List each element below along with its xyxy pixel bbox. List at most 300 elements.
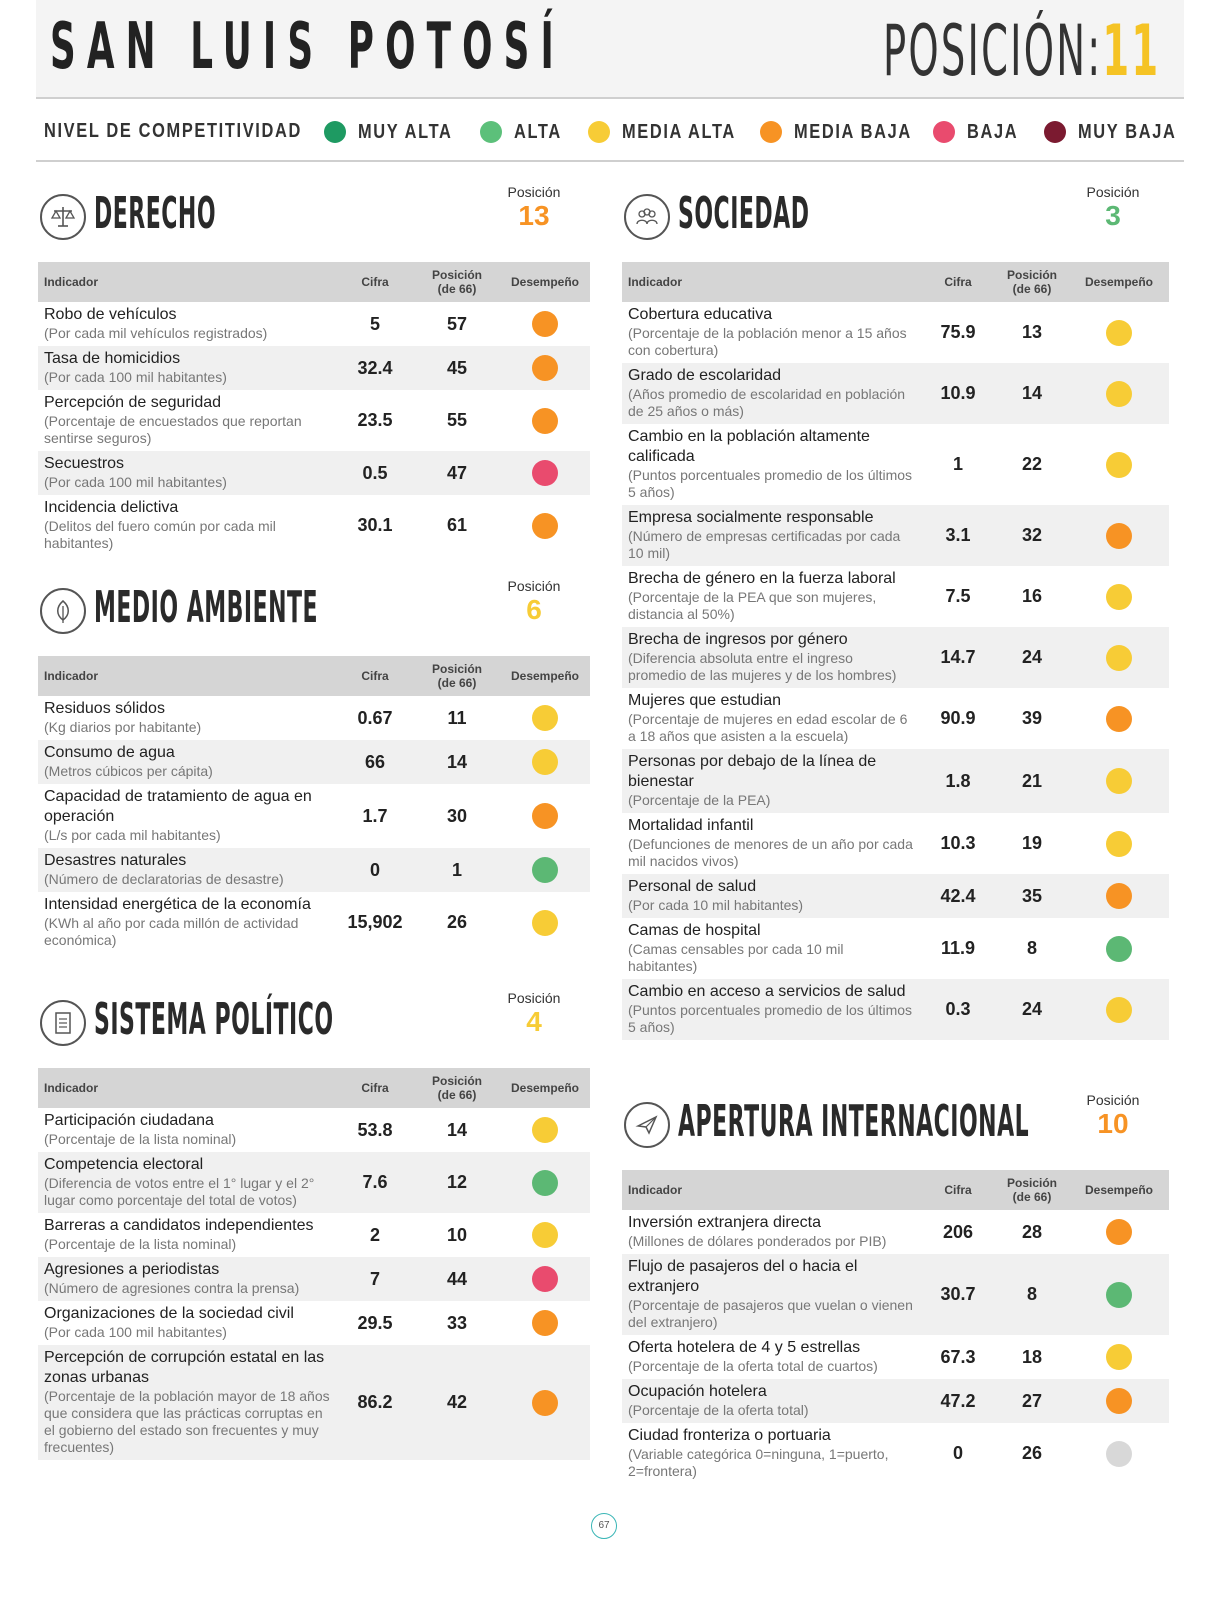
section-position-label: Posición xyxy=(507,184,561,200)
table-row xyxy=(622,363,1169,424)
indicator-description: (Número de declaratorias de desastre) xyxy=(44,871,284,887)
performance-indicator xyxy=(1106,584,1132,610)
indicator-name: Brecha de género en la fuerza laboral xyxy=(628,570,896,587)
cifra-value: 67.3 xyxy=(921,1335,995,1379)
indicator-description: (Diferencia de votos entre el 1° lugar y el 2° lugar como porcentaje del total de votos) xyxy=(44,1175,315,1208)
legend-label: MUY ALTA xyxy=(358,120,453,143)
column-header-cifra: Cifra xyxy=(921,262,995,302)
section-title: SISTEMA POLÍTICO xyxy=(94,994,334,1045)
table-row xyxy=(38,1257,590,1301)
section-header xyxy=(38,580,590,656)
section-header xyxy=(38,186,590,262)
table-row xyxy=(38,848,590,892)
table-row xyxy=(38,451,590,495)
indicator-name: Cobertura educativa xyxy=(628,306,773,323)
indicator-name: Secuestros xyxy=(44,455,125,472)
position-value: 14 xyxy=(414,740,500,784)
cifra-value: 1 xyxy=(921,424,995,505)
indicator-cell xyxy=(622,302,921,363)
indicator-description: (Por cada 100 mil habitantes) xyxy=(44,474,227,490)
position-value: 18 xyxy=(995,1335,1069,1379)
cifra-value: 1.7 xyxy=(336,784,414,848)
performance-cell xyxy=(500,1257,590,1301)
legend-label: ALTA xyxy=(514,120,562,143)
column-header-indicator: Indicador xyxy=(38,262,336,302)
table-row xyxy=(622,1335,1169,1379)
column-header-cifra: Cifra xyxy=(921,1170,995,1210)
performance-cell xyxy=(500,390,590,451)
indicator-cell xyxy=(38,784,336,848)
indicator-cell xyxy=(38,451,336,495)
performance-indicator xyxy=(532,1117,558,1143)
section-position xyxy=(1073,184,1153,232)
indicator-cell xyxy=(622,874,921,918)
cifra-value: 1.8 xyxy=(921,749,995,813)
indicator-description: (L/s por cada mil habitantes) xyxy=(44,827,221,843)
indicator-name: Organizaciones de la sociedad civil xyxy=(44,1305,294,1322)
performance-cell xyxy=(1069,688,1169,749)
position-value: 10 xyxy=(414,1213,500,1257)
indicator-cell xyxy=(622,1210,921,1254)
performance-indicator xyxy=(1106,320,1132,346)
indicator-description: (Porcentaje de mujeres en edad escolar de 6 a 18 años que asisten a la escuela) xyxy=(628,711,908,744)
performance-cell xyxy=(1069,1379,1169,1423)
column-header-desempeno: Desempeño xyxy=(500,1068,590,1108)
position-value: 47 xyxy=(414,451,500,495)
legend-title: NIVEL DE COMPETITIVIDAD xyxy=(44,120,302,142)
state-title: SAN LUIS POTOSÍ xyxy=(50,10,565,84)
table-row xyxy=(38,1301,590,1345)
position-value: 27 xyxy=(995,1379,1069,1423)
performance-indicator xyxy=(532,1390,558,1416)
section-header xyxy=(622,186,1169,262)
position-value: 13 xyxy=(995,302,1069,363)
competitiveness-legend xyxy=(36,114,1184,162)
table-row xyxy=(622,979,1169,1040)
indicator-cell xyxy=(622,1335,921,1379)
indicator-cell xyxy=(38,1345,336,1460)
column-header-indicator: Indicador xyxy=(622,1170,921,1210)
performance-cell xyxy=(500,1152,590,1213)
performance-indicator xyxy=(1106,768,1132,794)
legend-item-baja xyxy=(933,120,1029,144)
performance-indicator xyxy=(532,408,558,434)
indicator-description: (Porcentaje de la oferta total de cuartos) xyxy=(628,1358,878,1374)
indicator-cell xyxy=(622,566,921,627)
indicator-cell xyxy=(622,688,921,749)
indicator-name: Robo de vehículos xyxy=(44,306,177,323)
column-header-posicion xyxy=(414,262,500,302)
performance-cell xyxy=(1069,1210,1169,1254)
table-row xyxy=(622,1423,1169,1484)
column-header-desempeno: Desempeño xyxy=(500,262,590,302)
column-header-indicator: Indicador xyxy=(622,262,921,302)
indicator-name: Agresiones a periodistas xyxy=(44,1261,220,1278)
legend-dot xyxy=(324,121,346,143)
performance-indicator xyxy=(532,1170,558,1196)
performance-cell xyxy=(500,892,590,953)
legend-label: MEDIA BAJA xyxy=(794,120,912,143)
cifra-value: 53.8 xyxy=(336,1108,414,1152)
legend-dot xyxy=(760,121,782,143)
performance-cell xyxy=(1069,979,1169,1040)
column-header-desempeno: Desempeño xyxy=(1069,262,1169,302)
position-value: 35 xyxy=(995,874,1069,918)
section-position-label: Posición xyxy=(1086,1092,1140,1108)
indicator-description: (Porcentaje de la oferta total) xyxy=(628,1402,809,1418)
table-row xyxy=(622,918,1169,979)
indicator-cell xyxy=(622,505,921,566)
indicator-description: (Porcentaje de la población mayor de 18 años que considera que las prácticas corruptas en el gobierno del estado son frecuentes y muy frecuentes) xyxy=(44,1388,330,1455)
table-row xyxy=(38,302,590,346)
section-header xyxy=(622,1094,1169,1170)
cifra-value: 5 xyxy=(336,302,414,346)
cifra-value: 90.9 xyxy=(921,688,995,749)
position-value: 26 xyxy=(995,1423,1069,1484)
performance-indicator xyxy=(532,1222,558,1248)
indicator-description: (Por cada 100 mil habitantes) xyxy=(44,369,227,385)
table-row xyxy=(38,1108,590,1152)
section-title: SOCIEDAD xyxy=(678,188,810,239)
cifra-value: 0.3 xyxy=(921,979,995,1040)
indicator-cell xyxy=(38,1108,336,1152)
indicator-name: Intensidad energética de la economía xyxy=(44,896,311,913)
cifra-value: 30.7 xyxy=(921,1254,995,1335)
indicator-cell xyxy=(622,363,921,424)
performance-cell xyxy=(500,346,590,390)
performance-indicator xyxy=(1106,645,1132,671)
table-header-row xyxy=(38,1068,590,1108)
page-header xyxy=(36,0,1184,99)
indicator-description: (KWh al año por cada millón de actividad económica) xyxy=(44,915,299,948)
legend-dot xyxy=(1044,121,1066,143)
leaf-icon xyxy=(40,588,86,634)
column-header-posicion-label: Posición xyxy=(1006,1176,1057,1190)
indicator-cell xyxy=(38,740,336,784)
performance-indicator xyxy=(1106,381,1132,407)
indicator-description: (Defunciones de menores de un año por cada mil nacidos vivos) xyxy=(628,836,913,869)
legend-label: BAJA xyxy=(967,120,1019,143)
legend-dot xyxy=(588,121,610,143)
section-derecho xyxy=(38,186,590,556)
position-value: 8 xyxy=(995,1254,1069,1335)
indicator-cell xyxy=(38,848,336,892)
performance-cell xyxy=(1069,813,1169,874)
indicator-description: (Diferencia absoluta entre el ingreso promedio de las mujeres y de los hombres) xyxy=(628,650,897,683)
indicator-description: (Número de empresas certificadas por cada 10 mil) xyxy=(628,528,901,561)
section-position-number: 4 xyxy=(526,1006,542,1037)
position-value: 24 xyxy=(995,627,1069,688)
indicator-name: Participación ciudadana xyxy=(44,1112,214,1129)
rank-label: POSICIÓN: xyxy=(882,10,1103,92)
column-header-desempeno: Desempeño xyxy=(1069,1170,1169,1210)
column-header-cifra: Cifra xyxy=(336,656,414,696)
indicator-name: Personas por debajo de la línea de bienestar xyxy=(628,753,877,790)
position-value: 42 xyxy=(414,1345,500,1460)
indicator-description: (Años promedio de escolaridad en población de 25 años o más) xyxy=(628,386,906,419)
indicator-name: Grado de escolaridad xyxy=(628,367,781,384)
position-value: 14 xyxy=(414,1108,500,1152)
indicator-name: Personal de salud xyxy=(628,878,757,895)
section-position xyxy=(494,184,574,232)
legend-item-media-alta xyxy=(588,120,761,144)
table-row xyxy=(622,627,1169,688)
section-header xyxy=(38,992,590,1068)
cifra-value: 7 xyxy=(336,1257,414,1301)
performance-indicator xyxy=(532,355,558,381)
position-value: 21 xyxy=(995,749,1069,813)
cifra-value: 23.5 xyxy=(336,390,414,451)
indicator-cell xyxy=(622,1423,921,1484)
table-row xyxy=(38,1213,590,1257)
cifra-value: 32.4 xyxy=(336,346,414,390)
performance-cell xyxy=(1069,627,1169,688)
cifra-value: 7.6 xyxy=(336,1152,414,1213)
table-header-row xyxy=(622,262,1169,302)
rank-number: 11 xyxy=(1102,10,1160,92)
column-header-posicion-label: Posición xyxy=(431,1074,482,1088)
indicator-name: Desastres naturales xyxy=(44,852,187,869)
indicator-name: Cambio en acceso a servicios de salud xyxy=(628,983,906,1000)
performance-cell xyxy=(500,1345,590,1460)
table-row xyxy=(622,688,1169,749)
performance-cell xyxy=(1069,749,1169,813)
cifra-value: 10.9 xyxy=(921,363,995,424)
legend-item-alta xyxy=(480,120,572,144)
indicator-name: Empresa socialmente responsable xyxy=(628,509,874,526)
section-position xyxy=(494,578,574,626)
indicator-description: (Variable categórica 0=ninguna, 1=puerto, 2=frontera) xyxy=(628,1446,889,1479)
indicator-description: (Número de agresiones contra la prensa) xyxy=(44,1280,300,1296)
performance-indicator xyxy=(1106,1441,1132,1467)
performance-cell xyxy=(1069,424,1169,505)
table-header-row xyxy=(622,1170,1169,1210)
performance-indicator xyxy=(1106,997,1132,1023)
table-row xyxy=(622,1210,1169,1254)
indicator-name: Capacidad de tratamiento de agua en operación xyxy=(44,788,312,825)
section-medio-ambiente xyxy=(38,580,590,953)
cifra-value: 29.5 xyxy=(336,1301,414,1345)
performance-cell xyxy=(1069,1423,1169,1484)
indicator-cell xyxy=(38,495,336,556)
performance-cell xyxy=(1069,1254,1169,1335)
column-header-posicion xyxy=(995,262,1069,302)
performance-indicator xyxy=(532,460,558,486)
page-number: 67 xyxy=(591,1513,617,1539)
table-row xyxy=(38,784,590,848)
performance-indicator xyxy=(1106,452,1132,478)
indicator-name: Flujo de pasajeros del o hacia el extranjero xyxy=(628,1258,858,1295)
position-value: 55 xyxy=(414,390,500,451)
position-value: 24 xyxy=(995,979,1069,1040)
indicator-cell xyxy=(38,346,336,390)
section-position xyxy=(494,990,574,1038)
table-row xyxy=(622,874,1169,918)
column-header-posicion xyxy=(995,1170,1069,1210)
performance-cell xyxy=(500,1301,590,1345)
section-apertura-internacional xyxy=(622,1094,1169,1484)
indicator-name: Tasa de homicidios xyxy=(44,350,181,367)
scale-icon xyxy=(40,194,86,240)
cifra-value: 206 xyxy=(921,1210,995,1254)
table-row xyxy=(38,346,590,390)
overall-rank xyxy=(883,10,1160,92)
indicator-cell xyxy=(622,979,921,1040)
performance-indicator xyxy=(532,857,558,883)
performance-indicator xyxy=(1106,1344,1132,1370)
performance-cell xyxy=(500,740,590,784)
section-position-label: Posición xyxy=(507,578,561,594)
section-sistema-politico xyxy=(38,992,590,1460)
position-value: 26 xyxy=(414,892,500,953)
indicator-cell xyxy=(38,1213,336,1257)
position-value: 16 xyxy=(995,566,1069,627)
section-position-label: Posición xyxy=(1086,184,1140,200)
table-row xyxy=(38,696,590,740)
document-icon xyxy=(40,1000,86,1046)
performance-indicator xyxy=(532,513,558,539)
indicator-description: (Puntos porcentuales promedio de los últimos 5 años) xyxy=(628,1002,913,1035)
position-value: 12 xyxy=(414,1152,500,1213)
legend-item-media-baja xyxy=(760,120,938,144)
column-header-posicion-label: Posición xyxy=(1006,268,1057,282)
indicator-cell xyxy=(38,1257,336,1301)
position-value: 39 xyxy=(995,688,1069,749)
cifra-value: 2 xyxy=(336,1213,414,1257)
legend-item-muy-baja xyxy=(1044,120,1198,144)
indicator-description: (Porcentaje de la población menor a 15 años con cobertura) xyxy=(628,325,907,358)
position-value: 45 xyxy=(414,346,500,390)
performance-indicator xyxy=(1106,706,1132,732)
indicator-name: Incidencia delictiva xyxy=(44,499,179,516)
table-row xyxy=(38,495,590,556)
indicator-description: (Porcentaje de la lista nominal) xyxy=(44,1131,237,1147)
section-position-number: 10 xyxy=(1097,1108,1129,1139)
section-title: DERECHO xyxy=(94,188,217,239)
indicator-description: (Porcentaje de la PEA) xyxy=(628,792,771,808)
indicator-cell xyxy=(38,302,336,346)
position-value: 57 xyxy=(414,302,500,346)
column-header-desempeno: Desempeño xyxy=(500,656,590,696)
cifra-value: 3.1 xyxy=(921,505,995,566)
column-header-posicion-sub: (de 66) xyxy=(437,282,477,296)
indicator-description: (Porcentaje de pasajeros que vuelan o vienen del extranjero) xyxy=(628,1297,913,1330)
cifra-value: 86.2 xyxy=(336,1345,414,1460)
indicator-name: Mujeres que estudian xyxy=(628,692,781,709)
performance-cell xyxy=(1069,505,1169,566)
indicator-name: Inversión extranjera directa xyxy=(628,1214,821,1231)
table-row xyxy=(38,1152,590,1213)
indicator-description: (Porcentaje de la lista nominal) xyxy=(44,1236,237,1252)
indicator-name: Ciudad fronteriza o portuaria xyxy=(628,1427,831,1444)
indicator-cell xyxy=(38,1152,336,1213)
section-title: MEDIO AMBIENTE xyxy=(94,582,319,633)
indicator-cell xyxy=(38,1301,336,1345)
cifra-value: 7.5 xyxy=(921,566,995,627)
position-value: 8 xyxy=(995,918,1069,979)
performance-indicator xyxy=(1106,883,1132,909)
position-value: 44 xyxy=(414,1257,500,1301)
indicator-name: Brecha de ingresos por género xyxy=(628,631,848,648)
indicator-name: Barreras a candidatos independientes xyxy=(44,1217,314,1234)
cifra-value: 0 xyxy=(921,1423,995,1484)
legend-dot xyxy=(933,121,955,143)
indicator-description: (Puntos porcentuales promedio de los últimos 5 años) xyxy=(628,467,913,500)
performance-cell xyxy=(500,495,590,556)
indicator-name: Cambio en la población altamente calificada xyxy=(628,428,870,465)
performance-cell xyxy=(500,1108,590,1152)
position-value: 32 xyxy=(995,505,1069,566)
performance-indicator xyxy=(1106,523,1132,549)
indicator-name: Mortalidad infantil xyxy=(628,817,754,834)
cifra-value: 75.9 xyxy=(921,302,995,363)
table-row xyxy=(622,302,1169,363)
cifra-value: 47.2 xyxy=(921,1379,995,1423)
indicator-description: (Por cada mil vehículos registrados) xyxy=(44,325,268,341)
indicator-table xyxy=(38,262,590,556)
indicator-name: Residuos sólidos xyxy=(44,700,165,717)
table-row xyxy=(622,749,1169,813)
legend-label: MEDIA ALTA xyxy=(622,120,736,143)
indicator-table xyxy=(622,262,1169,1040)
position-value: 11 xyxy=(414,696,500,740)
performance-cell xyxy=(1069,874,1169,918)
table-row xyxy=(38,740,590,784)
column-header-posicion-sub: (de 66) xyxy=(437,676,477,690)
column-header-posicion-sub: (de 66) xyxy=(437,1088,477,1102)
indicator-cell xyxy=(622,627,921,688)
performance-indicator xyxy=(532,705,558,731)
cifra-value: 0 xyxy=(336,848,414,892)
indicator-cell xyxy=(622,1254,921,1335)
legend-label: MUY BAJA xyxy=(1078,120,1177,143)
cifra-value: 66 xyxy=(336,740,414,784)
position-value: 19 xyxy=(995,813,1069,874)
indicator-description: (Metros cúbicos per cápita) xyxy=(44,763,213,779)
performance-indicator xyxy=(532,1310,558,1336)
column-header-posicion-sub: (de 66) xyxy=(1012,282,1052,296)
indicator-table xyxy=(622,1170,1169,1484)
position-value: 14 xyxy=(995,363,1069,424)
performance-indicator xyxy=(1106,1388,1132,1414)
indicator-cell xyxy=(622,813,921,874)
indicator-cell xyxy=(622,1379,921,1423)
cifra-value: 11.9 xyxy=(921,918,995,979)
indicator-cell xyxy=(622,749,921,813)
table-row xyxy=(622,1254,1169,1335)
indicator-name: Competencia electoral xyxy=(44,1156,204,1173)
performance-indicator xyxy=(532,749,558,775)
section-position xyxy=(1073,1092,1153,1140)
section-title: APERTURA INTERNACIONAL xyxy=(678,1096,1030,1147)
indicator-description: (Porcentaje de encuestados que reportan sentirse seguros) xyxy=(44,413,302,446)
cifra-value: 0.67 xyxy=(336,696,414,740)
performance-indicator xyxy=(532,803,558,829)
position-value: 22 xyxy=(995,424,1069,505)
section-position-number: 6 xyxy=(526,594,542,625)
cifra-value: 15,902 xyxy=(336,892,414,953)
indicator-cell xyxy=(622,424,921,505)
indicator-name: Consumo de agua xyxy=(44,744,175,761)
performance-indicator xyxy=(1106,1219,1132,1245)
performance-cell xyxy=(500,848,590,892)
performance-cell xyxy=(1069,566,1169,627)
column-header-cifra: Cifra xyxy=(336,1068,414,1108)
table-row xyxy=(38,892,590,953)
indicator-description: (Porcentaje de la PEA que son mujeres, distancia al 50%) xyxy=(628,589,877,622)
cifra-value: 14.7 xyxy=(921,627,995,688)
table-row xyxy=(622,1379,1169,1423)
